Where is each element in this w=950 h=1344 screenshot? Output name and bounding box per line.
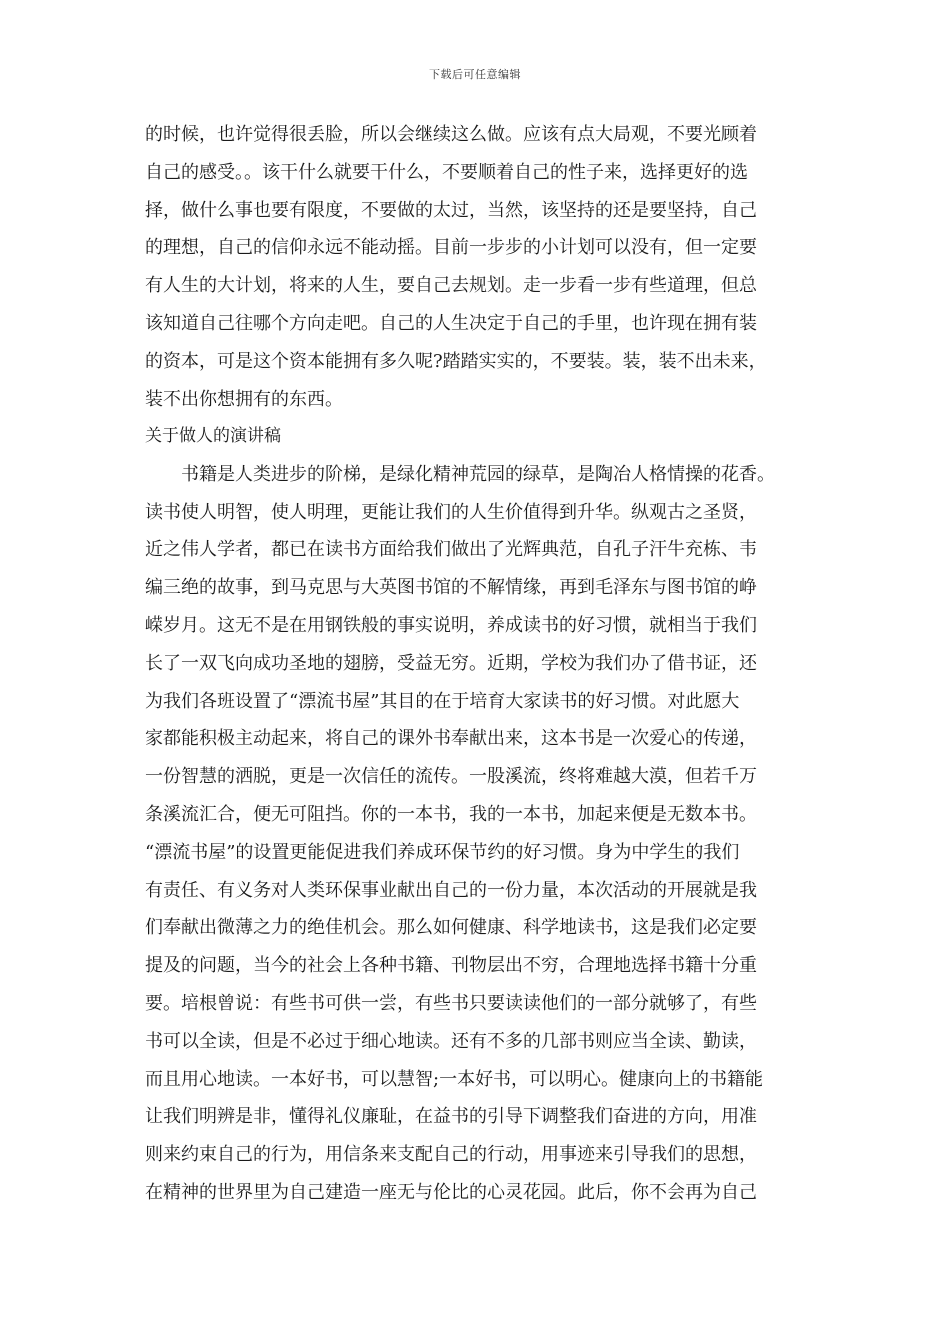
text-line: 择，做什么事也要有限度，不要做的太过，当然，该坚持的还是要坚持，自己	[145, 199, 757, 221]
text-line: 有责任、有义务对人类环保事业献出自己的一份力量，本次活动的开展就是我	[145, 879, 757, 901]
text-line: 让我们明辨是非，懂得礼仪廉耻，在益书的引导下调整我们奋进的方向，用准	[145, 1106, 757, 1128]
text-line: 嵘岁月。这无不是在用钢铁般的事实说明，养成读书的好习惯，就相当于我们	[145, 614, 757, 636]
text-line: 一份智慧的洒脱，更是一次信任的流传。一股溪流，终将难越大漠，但若千万	[145, 766, 757, 788]
text-line: 条溪流汇合，便无可阻挡。你的一本书，我的一本书，加起来便是无数本书。	[145, 803, 757, 825]
text-line: 的资本，可是这个资本能拥有多久呢?踏踏实实的，不要装。装，装不出未来，	[145, 350, 767, 372]
text-line: 则来约束自己的行为，用信条来支配自己的行动，用事迹来引导我们的思想，	[145, 1144, 757, 1166]
text-line: 近之伟人学者，都已在读书方面给我们做出了光辉典范，自孔子汗牛充栋、韦	[145, 539, 757, 561]
text-line: 的理想，自己的信仰永远不能动摇。目前一步步的小计划可以没有，但一定要	[145, 237, 757, 259]
text-line: 编三绝的故事，到马克思与大英图书馆的不解情缘，再到毛泽东与图书馆的峥	[145, 577, 757, 599]
text-line: 该知道自己往哪个方向走吧。自己的人生决定于自己的手里，也许现在拥有装	[145, 312, 757, 334]
page-header-note: 下载后可任意编辑	[429, 68, 521, 81]
text-line: 装不出你想拥有的东西。	[145, 388, 343, 410]
text-line: 在精神的世界里为自己建造一座无与伦比的心灵花园。此后，你不会再为自己	[145, 1181, 757, 1203]
text-line: 有人生的大计划，将来的人生，要自己去规划。走一步看一步有些道理，但总	[145, 275, 757, 297]
text-line: 自己的感受。。该干什么就要干什么，不要顺着自己的性子来，选择更好的选	[145, 161, 748, 183]
text-line: 长了一双飞向成功圣地的翅膀，受益无穷。近期，学校为我们办了借书证，还	[145, 652, 757, 674]
text-line: 的时候，也许觉得很丢脸，所以会继续这么做。应该有点大局观，不要光顾着	[145, 124, 757, 145]
text-line: 而且用心地读。一本好书，可以慧智;一本好书，可以明心。健康向上的书籍能	[145, 1068, 764, 1090]
text-line: 家都能积极主动起来，将自己的课外书奉献出来，这本书是一次爱心的传递，	[145, 728, 757, 750]
paragraph-continuation	[145, 116, 820, 418]
text-line: 提及的问题，当今的社会上各种书籍、刊物层出不穷，合理地选择书籍十分重	[145, 955, 757, 977]
text-line: 要。培根曾说：有些书可供一尝，有些书只要读读他们的一部分就够了，有些	[145, 992, 757, 1014]
text-line: “漂流书屋”的设置更能促进我们养成环保节约的好习惯。身为中学生的我们	[145, 841, 740, 863]
text-line: 书可以全读，但是不必过于细心地读。还有不多的几部书则应当全读、勤读，	[145, 1030, 757, 1052]
text-line: 为我们各班设置了“漂流书屋”其目的在于培育大家读书的好习惯。对此愿大	[145, 690, 740, 712]
text-line: 书籍是人类进步的阶梯，是绿化精神荒园的绿草，是陶冶人格情操的花香。	[181, 463, 775, 485]
text-line: 读书使人明智，使人明理，更能让我们的人生价值得到升华。纵观古之圣贤，	[145, 501, 757, 523]
section-title: 关于做人的演讲稿	[145, 426, 281, 446]
text-line: 们奉献出微薄之力的绝佳机会。那么如何健康、科学地读书，这是我们必定要	[145, 917, 757, 939]
speech-section	[145, 418, 820, 1212]
